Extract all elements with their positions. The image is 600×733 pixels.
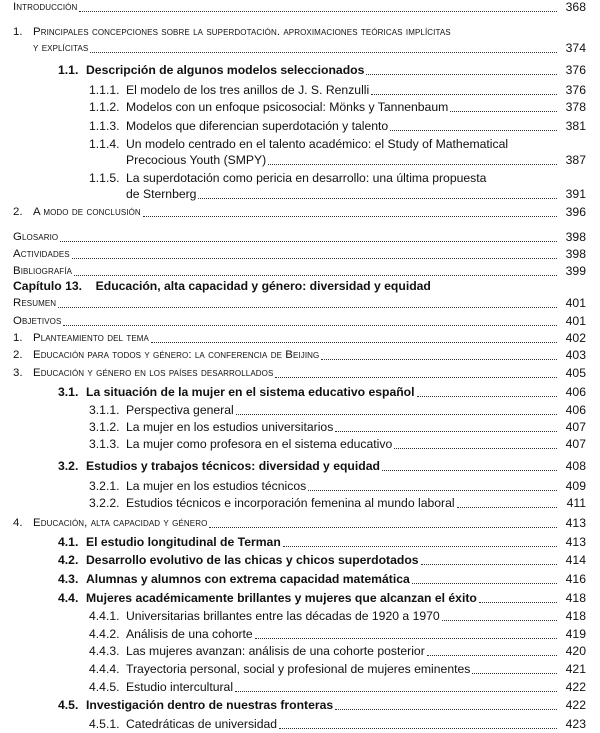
toc-entry: [0, 206, 600, 219]
toc-entry-title: Educación para todos y género: la conferencia de Beijing: [33, 349, 320, 361]
dot-leader: [275, 376, 557, 378]
toc-entry: [0, 480, 600, 493]
dot-leader: [268, 163, 557, 165]
toc-entry-title: Introducción: [13, 1, 78, 13]
dot-leader: [308, 489, 557, 491]
toc-entry-page: 374: [565, 41, 586, 55]
dot-leader: [279, 727, 557, 729]
toc-entry-page: 391: [565, 187, 586, 201]
toc-entry: [0, 138, 600, 151]
toc-entry: [0, 573, 600, 586]
toc-entry-number: 3.1.3.: [89, 437, 120, 451]
toc-entry: [0, 42, 600, 55]
toc-entry-number: 2.: [13, 349, 23, 361]
toc-entry-number: 1.1.5.: [89, 171, 120, 185]
dot-leader: [151, 341, 557, 343]
toc-entry-page: 407: [565, 420, 586, 434]
toc-entry-number: 1.1.: [58, 63, 79, 77]
dot-leader: [450, 110, 557, 112]
dot-leader: [335, 708, 557, 710]
toc-entry-title: Bibliografía: [13, 265, 73, 277]
toc-entry-title: Investigación dentro de nuestras fronteras: [86, 699, 334, 712]
toc-entry: [0, 332, 600, 345]
toc-entry-page: 406: [565, 403, 586, 417]
toc-entry-page: 421: [565, 662, 586, 676]
toc-entry: [0, 438, 600, 451]
toc-entry-title: A modo de conclusión: [33, 206, 141, 218]
toc-entry-title: Glosario: [13, 231, 59, 243]
dot-leader: [198, 197, 557, 199]
toc-entry: [0, 367, 600, 380]
toc-entry-title: Universitarias brillantes entre las décadas de 1920 a 1970: [126, 610, 440, 623]
toc-entry-title: Modelos con un enfoque psicosocial: Mönks y Tannenbaum: [126, 101, 449, 114]
toc-entry-title: Las mujeres avanzan: análisis de una cohorte posterior: [126, 645, 425, 658]
toc-entry-title: La mujer en los estudios técnicos: [126, 480, 307, 493]
toc-entry-title: Actividades: [13, 248, 70, 260]
toc-entry-title: de Sternberg: [126, 188, 197, 201]
toc-entry-number: 2.: [13, 206, 23, 218]
dot-leader: [335, 430, 557, 432]
toc-entry-page: 406: [565, 385, 586, 399]
toc-entry-number: 4.5.: [58, 698, 79, 712]
toc-entry-title: Precocious Youth (SMPY): [126, 154, 267, 167]
dot-leader: [394, 447, 557, 449]
toc-entry-title: Análisis de una cohorte: [126, 628, 253, 641]
toc-entry: [0, 718, 600, 731]
toc-entry: [0, 172, 600, 185]
dot-leader: [457, 506, 557, 508]
dot-leader: [321, 358, 557, 360]
toc-entry-page: 419: [565, 627, 586, 641]
toc-entry-page: 398: [565, 247, 586, 261]
toc-entry-page: 422: [565, 698, 586, 712]
toc-entry-page: 402: [565, 331, 586, 345]
toc-entry-number: 4.4.5.: [89, 680, 120, 694]
toc-entry-number: 1.: [13, 26, 23, 38]
toc-entry-page: 416: [565, 572, 586, 586]
toc-entry-title: La situación de la mujer en el sistema educativo español: [86, 386, 415, 399]
dot-leader: [143, 215, 557, 217]
toc-entry-title: Perspectiva general: [126, 404, 234, 417]
dot-leader: [236, 413, 557, 415]
dot-leader: [366, 73, 557, 75]
dot-leader: [60, 240, 557, 242]
toc-entry-number: 4.4.1.: [89, 609, 120, 623]
toc-entry: [0, 154, 600, 167]
toc-entry-title: La superdotación como pericia en desarrollo: una última propuesta: [126, 172, 487, 185]
toc-entry-page: 408: [565, 459, 586, 473]
toc-entry-number: 4.4.: [58, 591, 79, 605]
toc-entry: [0, 517, 600, 530]
toc-entry-page: 420: [565, 644, 586, 658]
toc-entry-title: La mujer en los estudios universitarios: [126, 421, 334, 434]
toc-entry-number: 4.2.: [58, 553, 79, 567]
toc-entry-page: 413: [565, 535, 586, 549]
toc-entry-number: 1.1.1.: [89, 83, 120, 97]
toc-entry-page: 407: [565, 437, 586, 451]
toc-entry: [0, 386, 600, 399]
toc-entry-title: Estudio intercultural: [126, 681, 234, 694]
toc-entry: [0, 592, 600, 605]
toc-entry-number: 3.1.2.: [89, 420, 120, 434]
toc-entry-number: 3.: [13, 367, 23, 379]
dot-leader: [442, 619, 557, 621]
toc-entry-title: Principales concepciones sobre la superdotación. aproximaciones teóricas implícitas: [33, 26, 451, 38]
dot-leader: [382, 469, 557, 471]
toc-entry-number: 4.4.4.: [89, 662, 120, 676]
toc-entry-title: Trayectoria personal, social y profesional de mujeres eminentes: [126, 663, 471, 676]
toc-entry-number: 3.2.1.: [89, 479, 120, 493]
toc-entry-page: 422: [565, 680, 586, 694]
toc-entry-page: 418: [565, 609, 586, 623]
dot-leader: [209, 526, 557, 528]
toc-entry: [0, 404, 600, 417]
toc-entry: [0, 421, 600, 434]
toc-entry-number: 4.3.: [58, 572, 79, 586]
toc-entry-number: 3.1.1.: [89, 403, 120, 417]
toc-entry-title: Estudios y trabajos técnicos: diversidad y equidad: [86, 460, 380, 473]
toc-entry-number: 4.4.2.: [89, 627, 120, 641]
toc-entry-title: Desarrollo evolutivo de las chicas y chicos superdotados: [86, 554, 419, 567]
toc-entry: [0, 628, 600, 641]
dot-leader: [255, 637, 557, 639]
toc-entry: [0, 1, 600, 14]
toc-entry: [0, 101, 600, 114]
toc-entry-page: 418: [565, 591, 586, 605]
toc-entry: [0, 663, 600, 676]
toc-entry: [0, 297, 600, 310]
toc-entry: [0, 248, 600, 261]
toc-entry-page: 414: [565, 553, 586, 567]
toc-entry-number: 4.4.3.: [89, 644, 120, 658]
toc-entry-number: 4.1.: [58, 535, 79, 549]
toc-entry: [0, 699, 600, 712]
dot-leader: [58, 306, 557, 308]
toc-entry: [0, 231, 600, 244]
toc-entry-number: 3.1.: [58, 385, 79, 399]
dot-leader: [371, 93, 557, 95]
toc-entry-number: 1.1.2.: [89, 100, 120, 114]
toc-entry: [0, 64, 600, 77]
toc-entry-page: 401: [565, 296, 586, 310]
toc-entry-page: 405: [565, 366, 586, 380]
dot-leader: [427, 654, 557, 656]
toc-entry-number: 1.: [13, 332, 23, 344]
toc-entry-title: Un modelo centrado en el talento académico: el Study of Mathematical: [126, 138, 509, 151]
toc-entry: [0, 315, 600, 328]
toc-entry: [0, 265, 600, 278]
toc-entry: [0, 120, 600, 133]
toc-entry-page: 376: [565, 63, 586, 77]
toc-entry-page: 368: [565, 0, 586, 14]
dot-leader: [235, 690, 557, 692]
toc-entry-number: 3.2.: [58, 459, 79, 473]
toc-entry: [0, 84, 600, 97]
toc-entry-page: 411: [566, 496, 586, 510]
toc-entry-title: Catedráticas de universidad: [126, 718, 278, 731]
toc-entry-number: 4.5.1.: [89, 717, 120, 731]
toc-entry-page: 381: [565, 119, 586, 133]
dot-leader: [421, 563, 557, 565]
toc-entry-title: Resumen: [13, 297, 57, 309]
toc-entry-title: Capítulo 13. Educación, alta capacidad y género: diversidad y equidad: [13, 280, 431, 293]
toc-entry-page: 387: [565, 153, 586, 167]
toc-entry-page: 376: [565, 83, 586, 97]
dot-leader: [74, 274, 557, 276]
toc-entry-number: 4.: [13, 517, 23, 529]
dot-leader: [390, 129, 557, 131]
toc-entry-page: 423: [565, 717, 586, 731]
toc-entry: [0, 188, 600, 201]
toc-entry-title: Educación y género en los países desarrollados: [33, 367, 274, 379]
toc-entry-title: Planteamiento del tema: [33, 332, 149, 344]
toc-entry-title: La mujer como profesora en el sistema educativo: [126, 438, 393, 451]
toc-entry-number: 3.2.2.: [89, 496, 120, 510]
dot-leader: [472, 672, 557, 674]
dot-leader: [79, 10, 557, 12]
toc-entry-page: 409: [565, 479, 586, 493]
toc-entry: [0, 681, 600, 694]
dot-leader: [412, 582, 557, 584]
toc-entry: [0, 280, 600, 293]
dot-leader: [63, 324, 557, 326]
toc-entry: [0, 460, 600, 473]
toc-entry-number: 1.1.4.: [89, 137, 120, 151]
toc-entry-page: 403: [565, 348, 586, 362]
dot-leader: [479, 601, 557, 603]
dot-leader: [72, 257, 557, 259]
dot-leader: [417, 395, 558, 397]
toc-entry-title: Objetivos: [13, 315, 62, 327]
toc-entry-title: Estudios técnicos e incorporación femenina al mundo laboral: [126, 497, 455, 510]
toc-entry-page: 401: [565, 314, 586, 328]
dot-leader: [90, 51, 557, 53]
toc-entry-title: Modelos que diferencian superdotación y talento: [126, 120, 389, 133]
toc-entry-page: 396: [565, 205, 586, 219]
toc-entry-page: 378: [565, 100, 586, 114]
toc-entry-title: Educación, alta capacidad y género: [33, 517, 208, 529]
toc-entry-page: 398: [565, 230, 586, 244]
toc-entry-title: Mujeres académicamente brillantes y mujeres que alcanzan el éxito: [86, 592, 477, 605]
toc-entry-page: 413: [565, 516, 586, 530]
dot-leader: [283, 545, 557, 547]
toc-entry-title: Alumnas y alumnos con extrema capacidad matemática: [86, 573, 410, 586]
toc-entry: [0, 536, 600, 549]
toc-entry-title: y explícitas: [33, 42, 89, 54]
toc-entry-title: El modelo de los tres anillos de J. S. Renzulli: [126, 84, 370, 97]
toc-entry: [0, 554, 600, 567]
toc-entry: [0, 26, 600, 39]
toc-entry-number: 1.1.3.: [89, 119, 120, 133]
toc-entry: [0, 645, 600, 658]
toc-entry-title: El estudio longitudinal de Terman: [86, 536, 281, 549]
toc-entry: [0, 497, 600, 510]
toc-entry-title: Descripción de algunos modelos seleccionados: [86, 64, 365, 77]
toc-entry: [0, 349, 600, 362]
toc-entry-page: 399: [565, 264, 586, 278]
toc-entry: [0, 610, 600, 623]
